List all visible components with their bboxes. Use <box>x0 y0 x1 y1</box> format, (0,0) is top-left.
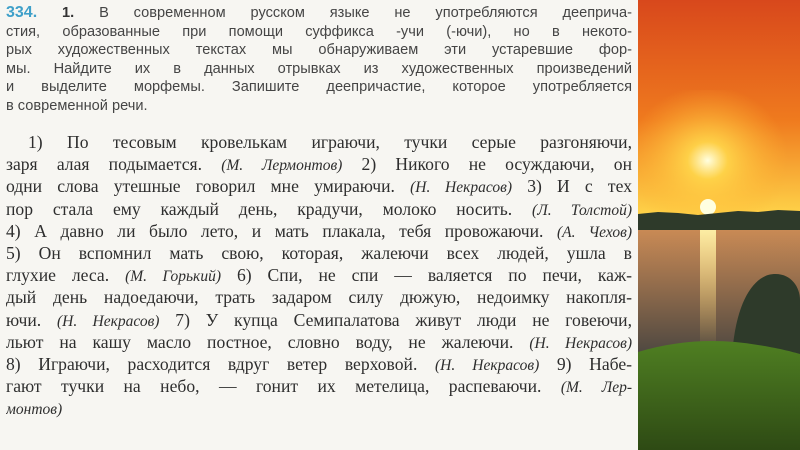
task-number: 1. <box>62 5 75 21</box>
instruction-line: 334. 1. В современном русском языке не употребляются дееприча- <box>6 4 632 21</box>
foreground-grass <box>638 341 800 450</box>
excerpt-line <box>6 153 632 175</box>
excerpt-text: 7) У купца Семипалатова живут люди не говеючи, <box>159 309 632 330</box>
exercise-instruction <box>6 4 632 116</box>
excerpt-line <box>6 331 632 353</box>
excerpt-text: заря алая подымается. <box>6 154 222 175</box>
author-attribution: (Н. Некрасов) <box>434 356 540 374</box>
author-attribution: (А. Чехов) <box>556 223 632 241</box>
author-attribution: (М. Лермонтов) <box>221 157 343 175</box>
excerpt-text: 3) И с тех <box>512 176 632 197</box>
sunset-lake-photo <box>638 0 800 450</box>
excerpt-line <box>6 242 632 264</box>
excerpt-text: дый день надоедаючи, трать задаром силу дюжую, недоимку накопля- <box>6 287 632 308</box>
author-attribution: (Н. Некрасов) <box>529 334 632 352</box>
excerpt-line <box>6 264 632 286</box>
instruction-line: мы. Найдите их в данных отрывках из художественных произведений <box>6 60 632 77</box>
excerpt-text: глухие леса. <box>6 265 126 286</box>
excerpt-line <box>6 220 632 242</box>
excerpt-text: 4) А давно ли было лето, и мать плакала, тебя провожаючи. <box>6 220 557 241</box>
instruction-line: в современной речи. <box>6 97 148 114</box>
excerpt-line <box>6 397 632 419</box>
excerpt-line <box>6 286 632 308</box>
sunset-landscape-image <box>638 0 800 450</box>
excerpt-text: льют на кашу масло постное, словно воду, не жалеючи. <box>6 331 530 352</box>
excerpt-line <box>6 353 632 375</box>
excerpt-line <box>6 309 632 331</box>
excerpt-line <box>6 175 632 197</box>
excerpt-text: пор стала ему каждый день, крадучи, молоко носить. <box>6 198 533 219</box>
excerpt-text: 9) Набе- <box>539 353 632 374</box>
excerpt-line <box>6 131 632 153</box>
instruction-line: и выделите морфемы. Запишите деепричастие, которое употребляется <box>6 79 632 96</box>
excerpt-line <box>6 198 632 220</box>
literary-excerpts <box>6 131 632 419</box>
excerpt-text: 5) Он вспомнил мать свою, которая, жалеючи всех людей, ушла в <box>6 242 632 263</box>
author-attribution: (М. Лер- <box>560 379 632 397</box>
sun <box>700 199 716 215</box>
excerpt-text: одни слова утешные говорил мне умираючи. <box>6 176 411 197</box>
author-attribution: (М. Горький) <box>125 268 221 286</box>
instruction-line: стия, образованные при помощи суффикса -учи (-ючи), но в некото- <box>6 23 632 40</box>
excerpt-text: 6) Спи, не спи — валяется по печи, каж- <box>220 265 632 286</box>
author-attribution: (Н. Некрасов) <box>410 179 512 197</box>
author-attribution: монтов) <box>6 401 63 419</box>
exercise-number: 334. <box>6 4 38 21</box>
excerpt-text: 1) По тесовым кровелькам играючи, тучки серые разгоняючи, <box>28 132 632 152</box>
excerpt-text: гают тучки на небо, — гонит их метелица, распеваючи. <box>6 376 561 397</box>
excerpt-text: 8) Играючи, расходится вдруг ветер верховой. <box>6 353 435 374</box>
excerpt-text: ючи. <box>6 309 57 330</box>
excerpt-text: 2) Никого не осуждаючи, он <box>342 154 632 175</box>
author-attribution: (Л. Толстой) <box>532 201 632 219</box>
far-treeline <box>638 210 800 232</box>
instruction-line: рых художественных текстах мы обнаруживаем эти устаревшие фор- <box>6 42 632 59</box>
sun-reflection <box>700 230 716 350</box>
author-attribution: (Н. Некрасов) <box>56 312 160 330</box>
excerpt-line <box>6 375 632 397</box>
